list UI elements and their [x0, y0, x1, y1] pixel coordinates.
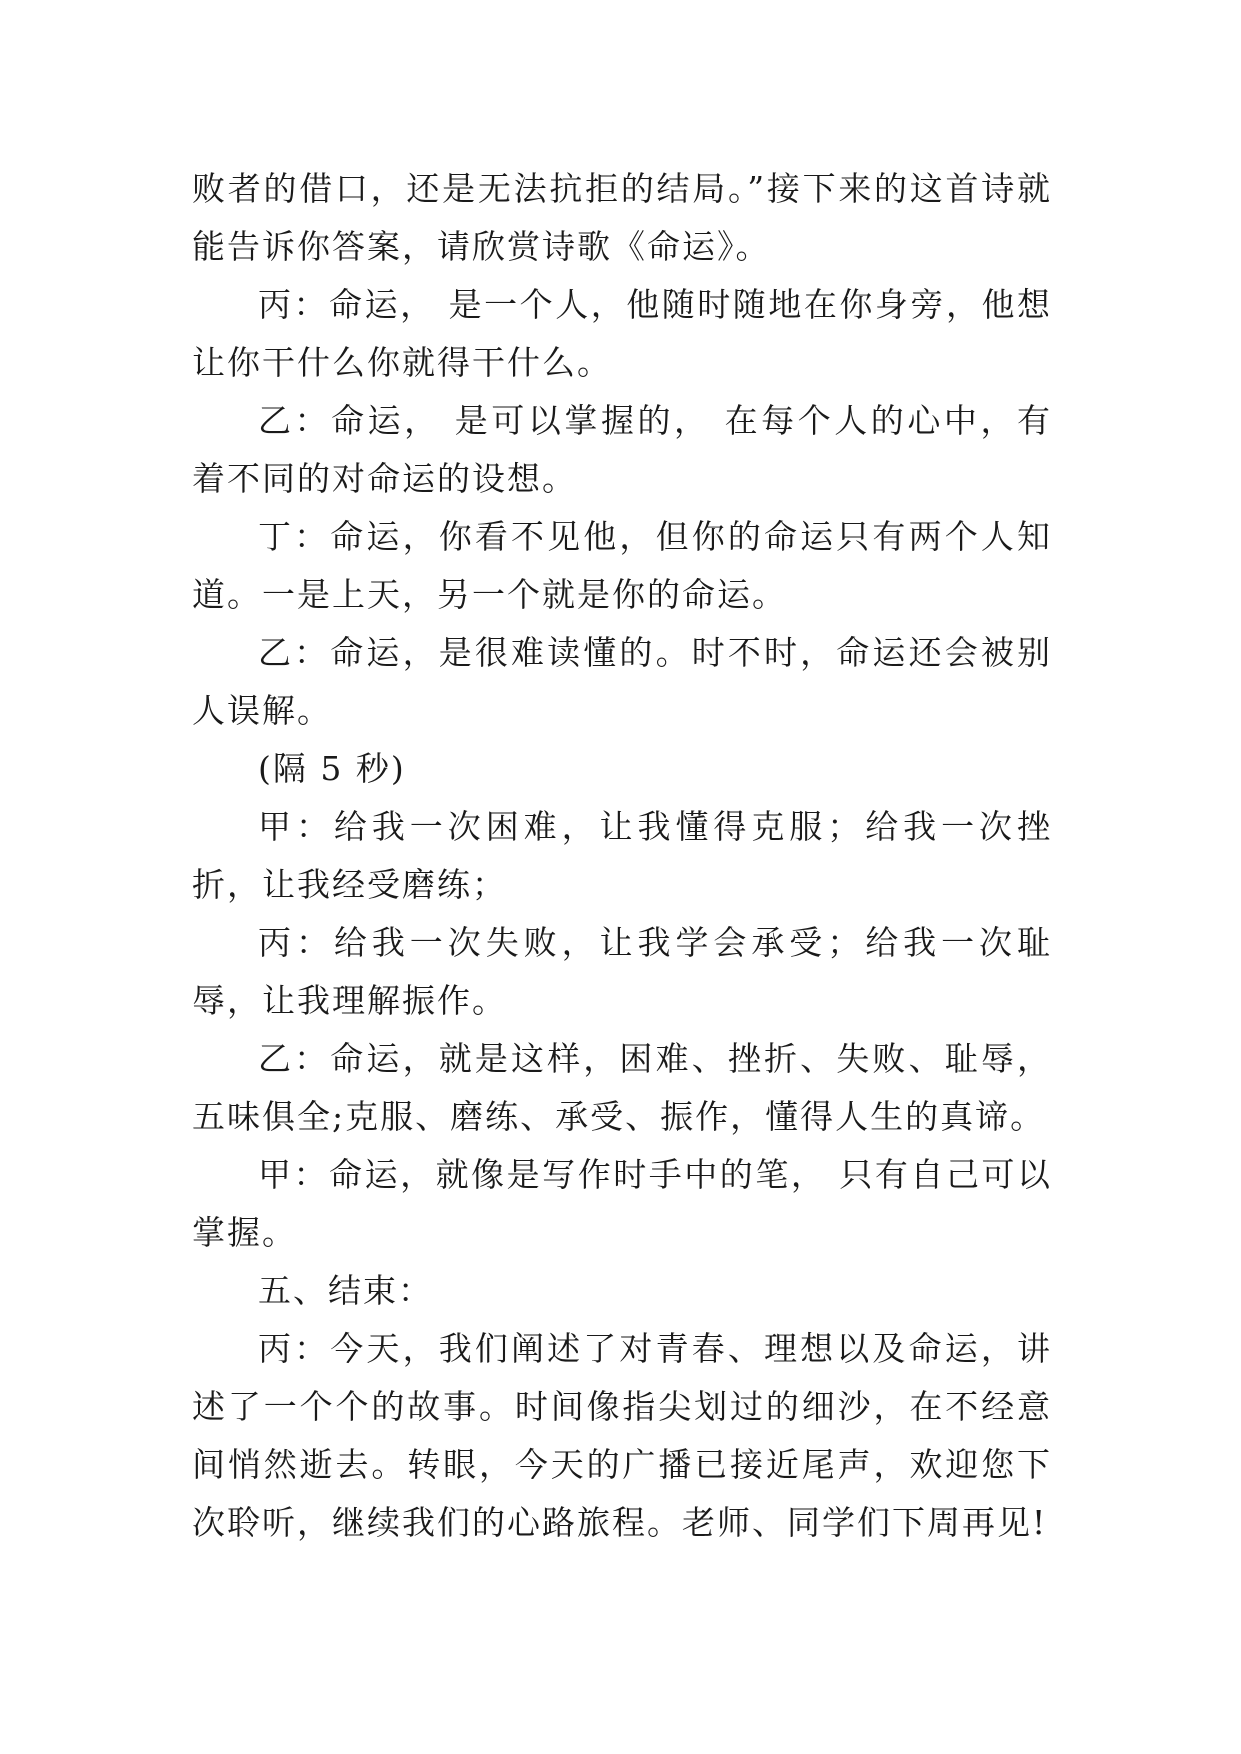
paragraph-continuation: 败者的借口，还是无法抗拒的结局。”接下来的这首诗就能告诉你答案，请欣赏诗歌《命运》。: [192, 169, 1052, 266]
paragraph-bing-1: 丙：命运， 是一个人，他随时随地在你身旁，他想让你干什么你就得干什么。: [192, 285, 1052, 382]
paragraph-pause-note: (隔 5 秒): [258, 749, 406, 788]
paragraph-jia-1: 甲：给我一次困难，让我懂得克服；给我一次挫折，让我经受磨练；: [192, 807, 1052, 904]
section-heading-ending: 五、结束：: [258, 1271, 433, 1310]
paragraph-yi-1: 乙：命运， 是可以掌握的， 在每个人的心中，有着不同的对命运的设想。: [192, 401, 1052, 498]
document-body: [192, 160, 1052, 1552]
paragraph-bing-3: 丙：今天，我们阐述了对青春、理想以及命运，讲述了一个个的故事。时间像指尖划过的细沙，在不经意间悄然逝去。转眼，今天的广播已接近尾声，欢迎您下次聆听，继续我们的心路旅程。老师、同学们下周再见!: [192, 1329, 1052, 1542]
paragraph-bing-2: 丙：给我一次失败，让我学会承受；给我一次耻辱，让我理解振作。: [192, 923, 1052, 1020]
paragraph-yi-3: 乙：命运，就是这样，困难、挫折、失败、耻辱，五味俱全;克服、磨练、承受、振作，懂得人生的真谛。: [192, 1039, 1052, 1136]
paragraph-ding-1: 丁：命运，你看不见他，但你的命运只有两个人知道。一是上天，另一个就是你的命运。: [192, 517, 1052, 614]
paragraph-jia-2: 甲：命运，就像是写作时手中的笔， 只有自己可以掌握。: [192, 1155, 1052, 1252]
paragraph-yi-2: 乙：命运，是很难读懂的。时不时，命运还会被别人误解。: [192, 633, 1052, 730]
